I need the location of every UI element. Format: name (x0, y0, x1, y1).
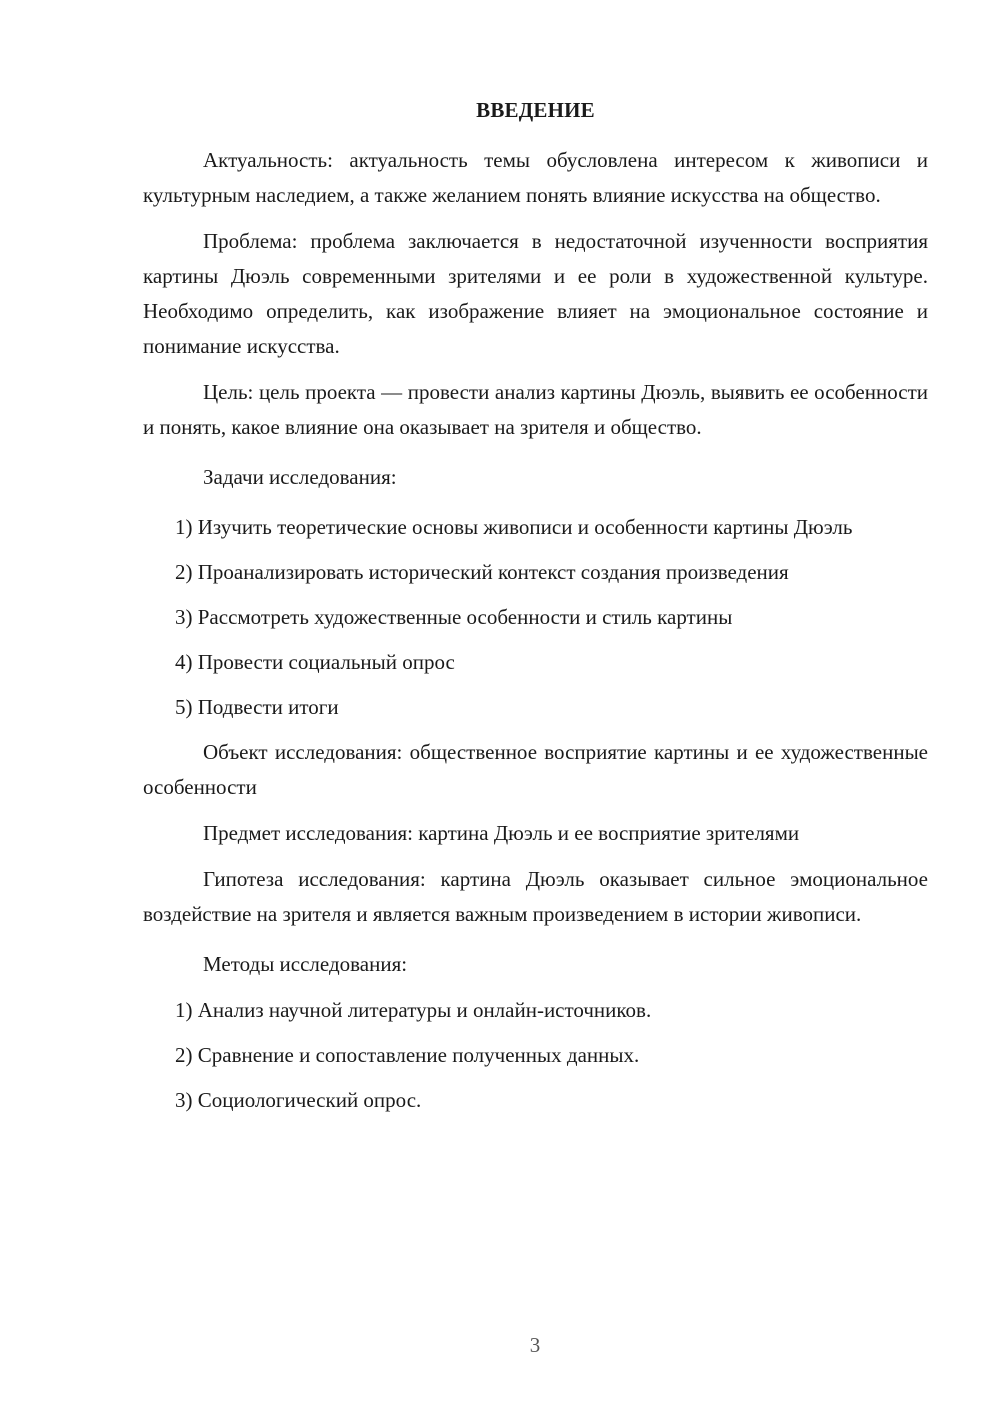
method-item: 3) Социологический опрос. (175, 1088, 422, 1112)
task-item (143, 510, 928, 545)
goal-paragraph: Цель: цель проекта — провести анализ картины Дюэль, выявить ее особенности и понять, какое влияние она оказывает на зрителя и общество. (143, 380, 928, 439)
method-item: 1) Анализ научной литературы и онлайн-источников. (175, 998, 652, 1022)
relevance-paragraph: Актуальность: актуальность темы обусловлена интересом к живописи и культурным наследием, а также желанием понять влияние искусства на общество. (143, 148, 928, 207)
problem-paragraph: Проблема: проблема заключается в недостаточной изученности восприятия картины Дюэль современными зрителями и ее роли в художественной культуре. Необходимо определить, как изображение влияет на эмоциональное состояние и понимание искусства. (143, 229, 928, 358)
page-title: ВВЕДЕНИЕ (476, 98, 595, 122)
subject-paragraph: Предмет исследования: картина Дюэль и ее восприятие зрителями (203, 821, 800, 845)
task-item: 5) Подвести итоги (175, 695, 339, 719)
task-item: 4) Провести социальный опрос (175, 650, 455, 674)
object-paragraph: Объект исследования: общественное восприятие картины и ее художественные особенности (143, 740, 928, 799)
tasks-heading: Задачи исследования: (203, 465, 397, 489)
method-item: 2) Сравнение и сопоставление полученных данных. (175, 1043, 640, 1067)
page-number: 3 (529, 1333, 541, 1357)
hypothesis-paragraph: Гипотеза исследования: картина Дюэль оказывает сильное эмоциональное воздействие на зрителя и является важным произведением в истории живописи. (143, 867, 928, 926)
task-item: 3) Рассмотреть художественные особенности и стиль картины (175, 605, 733, 629)
task-item-text: 1) Изучить теоретические основы живописи и особенности картины Дюэль (175, 515, 853, 539)
task-item: 2) Проанализировать исторический контекст создания произведения (175, 560, 789, 584)
document-body (143, 95, 928, 1128)
methods-heading: Методы исследования: (203, 952, 408, 976)
